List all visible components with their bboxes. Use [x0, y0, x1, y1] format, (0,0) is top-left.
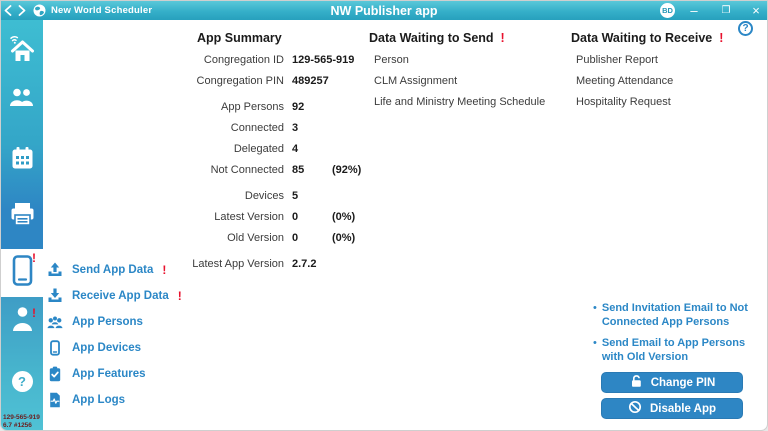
summary-row: App Persons 92 [221, 100, 305, 113]
summary-row: Latest App Version 2.7.2 [192, 257, 317, 270]
title-bar [1, 1, 767, 20]
sidebar-item-app-devices[interactable] [1, 249, 43, 297]
send-list-item: CLM Assignment [374, 74, 458, 87]
sidebar-version [3, 414, 40, 430]
app-action-menu [47, 257, 182, 413]
people-group-icon [47, 314, 63, 330]
send-list [374, 49, 545, 112]
menu-item-app-persons[interactable]: App Persons [47, 309, 182, 335]
window-title: NW Publisher app [330, 3, 438, 18]
receive-list [576, 49, 673, 112]
summary-row: Latest Version 0 (0%) [214, 210, 356, 223]
tablet-icon [11, 254, 34, 292]
app-name: New World Scheduler [51, 5, 153, 16]
globe-icon [33, 4, 46, 17]
back-icon[interactable] [1, 1, 15, 20]
forward-icon[interactable] [15, 1, 29, 20]
menu-item-send-app-data[interactable]: Send App Data ! [47, 257, 182, 283]
link-old-version-email[interactable]: • Send Email to App Persons with Old Version [593, 337, 746, 363]
app-version-footer: 6.7 #1256 [3, 422, 32, 429]
menu-item-app-devices[interactable]: App Devices [47, 335, 182, 361]
summary-row: Not Connected 85 (92%) [210, 163, 362, 176]
sidebar-item-app-persons[interactable] [1, 304, 43, 337]
summary-row: Connected 3 [230, 121, 299, 134]
sidebar-item-calendar[interactable] [1, 146, 43, 176]
devices-alert: ! [32, 251, 36, 265]
menu-item-receive-app-data[interactable]: Receive App Data ! [47, 283, 182, 309]
users-icon [8, 87, 36, 112]
maximize-button[interactable]: ❐ [721, 5, 731, 16]
log-file-icon [47, 392, 63, 408]
download-icon [47, 288, 63, 304]
phone-icon [47, 340, 63, 356]
menu-item-app-logs[interactable]: App Logs [47, 387, 182, 413]
question-icon: ? [12, 371, 33, 392]
bullet-icon: • [593, 337, 597, 349]
sidebar [1, 20, 43, 431]
close-button[interactable]: × [752, 3, 760, 18]
unlock-icon [629, 374, 643, 391]
receive-list-item: Publisher Report [576, 53, 658, 66]
summary-row: Old Version 0 (0%) [227, 231, 356, 244]
upload-icon [47, 262, 63, 278]
send-list-item: Life and Ministry Meeting Schedule [374, 95, 546, 108]
receive-list-item: Hospitality Request [576, 95, 671, 108]
prohibition-icon [628, 400, 642, 417]
sidebar-item-persons[interactable] [1, 87, 43, 112]
congregation-id-footer: 129-565-919 [3, 414, 40, 421]
change-pin-button[interactable]: Change PIN [601, 372, 743, 393]
persons-alert: ! [32, 306, 36, 320]
app-summary-rows [96, 49, 361, 274]
summary-row: Delegated 4 [233, 142, 299, 155]
summary-row: Congregation ID 129-565-919 [203, 53, 355, 66]
link-invitation-email[interactable]: • Send Invitation Email to Not Connected App Persons [593, 302, 748, 328]
send-list-item: Person [374, 53, 409, 66]
send-alert: ! [500, 31, 505, 45]
clipboard-check-icon [47, 366, 63, 382]
sidebar-item-print[interactable] [1, 202, 43, 232]
summary-row: Devices 5 [244, 189, 299, 202]
receive-list-item: Meeting Attendance [576, 74, 674, 87]
receive-heading: Data Waiting to Receive ! [571, 31, 724, 45]
app-summary-heading: App Summary [197, 31, 282, 45]
receive-alert: ! [719, 31, 724, 45]
summary-row: Congregation PIN 489257 [196, 74, 329, 87]
bullet-icon: • [593, 302, 597, 314]
minimize-button[interactable]: – [690, 3, 698, 18]
send-heading: Data Waiting to Send ! [369, 31, 505, 45]
sidebar-item-home[interactable] [1, 34, 43, 68]
printer-icon [9, 202, 36, 232]
calendar-icon [10, 146, 35, 176]
email-links [593, 301, 765, 371]
sidebar-item-help[interactable] [1, 371, 43, 392]
menu-item-app-features[interactable]: App Features [47, 361, 182, 387]
user-badge[interactable]: BD [660, 3, 675, 18]
disable-app-button[interactable]: Disable App [601, 398, 743, 419]
home-wifi-icon [9, 34, 36, 68]
help-icon[interactable]: ? [738, 21, 753, 36]
